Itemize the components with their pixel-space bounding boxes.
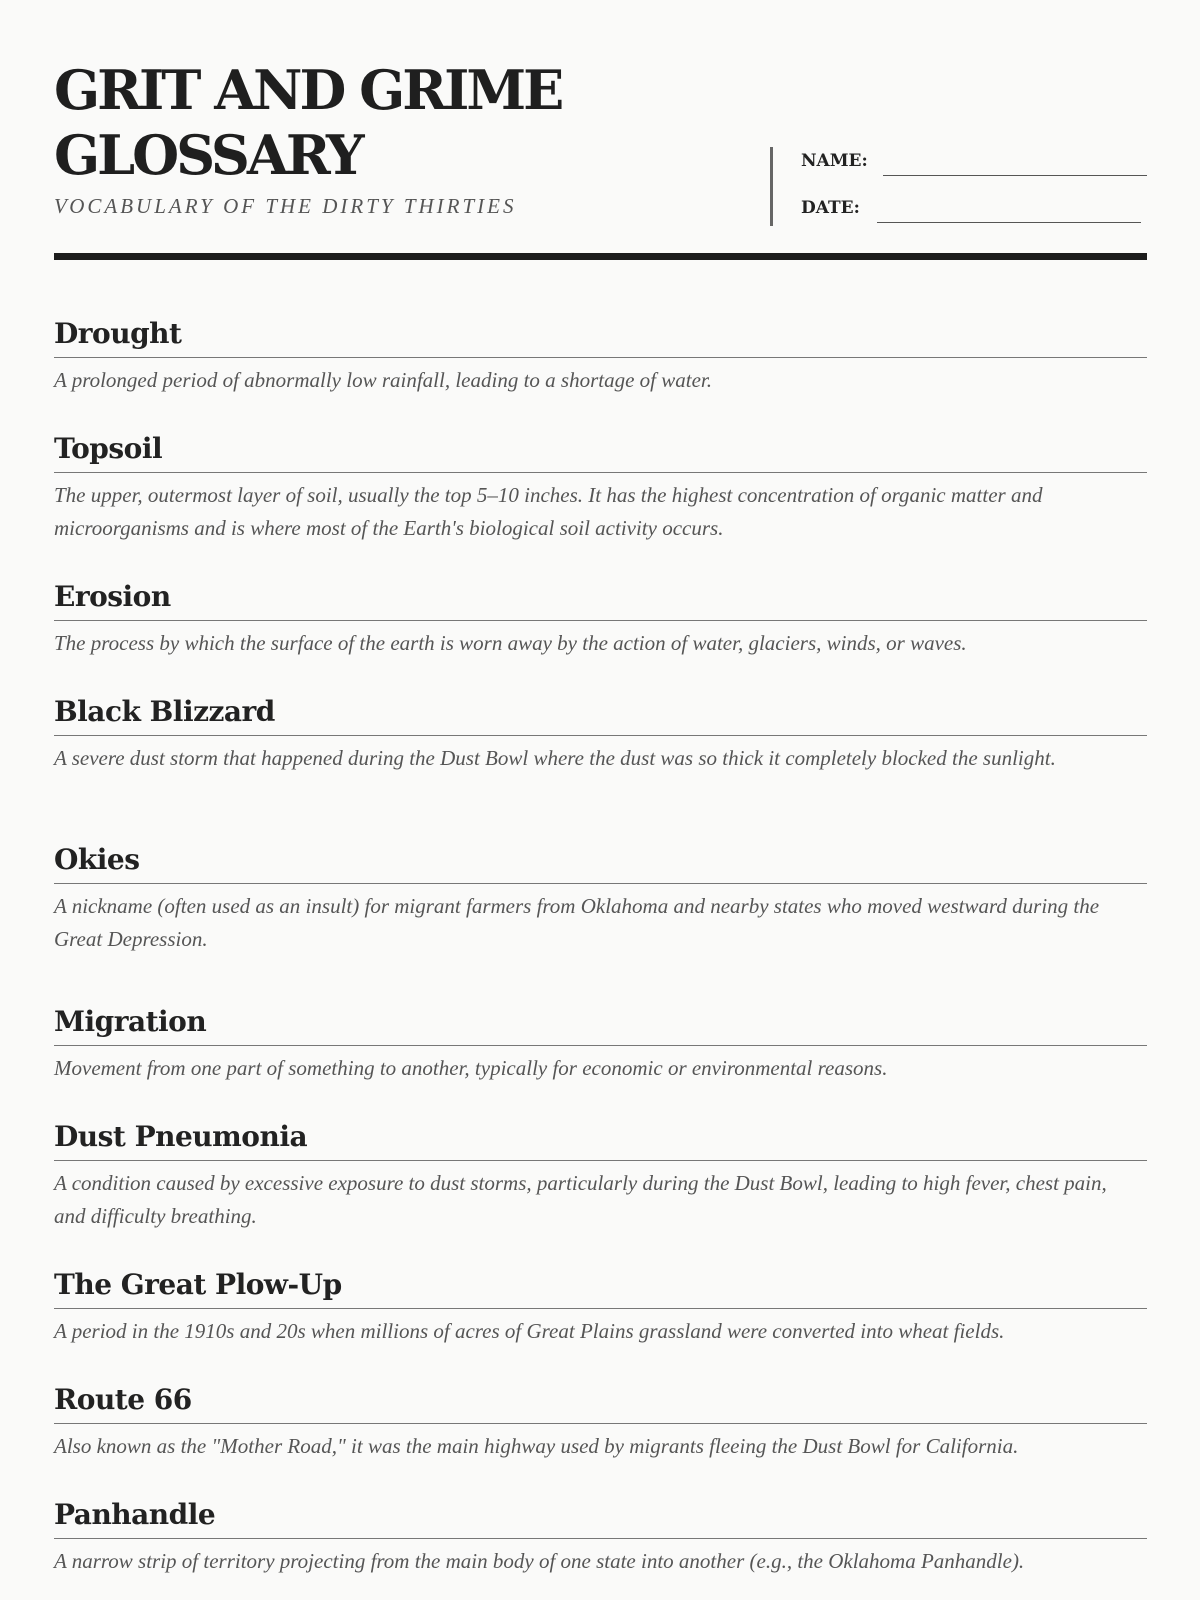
header-divider (54, 253, 1147, 260)
term-heading: Black Blizzard (54, 694, 1147, 736)
term-definition: The upper, outermost layer of soil, usually the top 5–10 inches. It has the highest concentration of organic matter and microorganisms and is where most of the Earth's biological soil activity occurs. (54, 483, 1043, 540)
date-blank-line[interactable] (877, 222, 1141, 223)
term-heading: Topsoil (54, 431, 1147, 473)
title-line-1: GRIT AND GRIME (54, 58, 562, 122)
page-subtitle: VOCABULARY OF THE DIRTY THIRTIES (54, 194, 517, 218)
name-field[interactable] (801, 147, 1151, 177)
date-field[interactable] (801, 194, 1151, 224)
date-label: DATE: (801, 198, 860, 218)
worksheet-header (54, 58, 1147, 258)
glossary-entry-dust-pneumonia (54, 1119, 1147, 1233)
glossary-entry-great-plow-up (54, 1267, 1147, 1348)
term-definition: A period in the 1910s and 20s when millions of acres of Great Plains grassland were converted into wheat fields. (54, 1319, 1005, 1343)
term-heading: Erosion (54, 579, 1147, 621)
term-definition: A condition caused by excessive exposure to dust storms, particularly during the Dust Bowl, leading to high fever, chest pain, and difficulty breathing. (54, 1171, 1107, 1228)
term-heading: Dust Pneumonia (54, 1119, 1147, 1161)
worksheet-page (54, 0, 1147, 1600)
term-heading: Okies (54, 842, 1147, 884)
glossary-entry-route-66 (54, 1382, 1147, 1463)
term-heading: Migration (54, 1004, 1147, 1046)
page-title (54, 58, 694, 188)
term-definition: A narrow strip of territory projecting from the main body of one state into another (e.g., the Oklahoma Panhandle). (54, 1549, 1025, 1573)
glossary-entry-topsoil (54, 431, 1147, 545)
glossary-entry-black-blizzard (54, 694, 1147, 775)
glossary-entry-panhandle (54, 1497, 1147, 1578)
term-heading: The Great Plow-Up (54, 1267, 1147, 1309)
name-label: NAME: (801, 151, 868, 171)
glossary-entry-drought (54, 316, 1147, 397)
term-definition: A nickname (often used as an insult) for migrant farmers from Oklahoma and nearby states who moved westward during the Great Depression. (54, 894, 1100, 951)
glossary-entry-erosion (54, 579, 1147, 660)
name-blank-line[interactable] (883, 175, 1147, 176)
term-heading: Route 66 (54, 1382, 1147, 1424)
term-heading: Panhandle (54, 1497, 1147, 1539)
term-definition: Also known as the "Mother Road," it was the main highway used by migrants fleeing the Dust Bowl for California. (54, 1434, 1019, 1458)
student-info-fields (770, 147, 868, 226)
term-definition: A severe dust storm that happened during the Dust Bowl where the dust was so thick it completely blocked the sunlight. (54, 746, 1056, 770)
term-definition: A prolonged period of abnormally low rainfall, leading to a shortage of water. (54, 368, 713, 392)
title-line-2: GLOSSARY (54, 123, 362, 187)
glossary-entry-okies (54, 842, 1147, 956)
term-heading: Drought (54, 316, 1147, 358)
term-definition: Movement from one part of something to another, typically for economic or environmental reasons. (54, 1056, 888, 1080)
glossary-entry-migration (54, 1004, 1147, 1085)
term-definition: The process by which the surface of the earth is worn away by the action of water, glaciers, winds, or waves. (54, 631, 967, 655)
